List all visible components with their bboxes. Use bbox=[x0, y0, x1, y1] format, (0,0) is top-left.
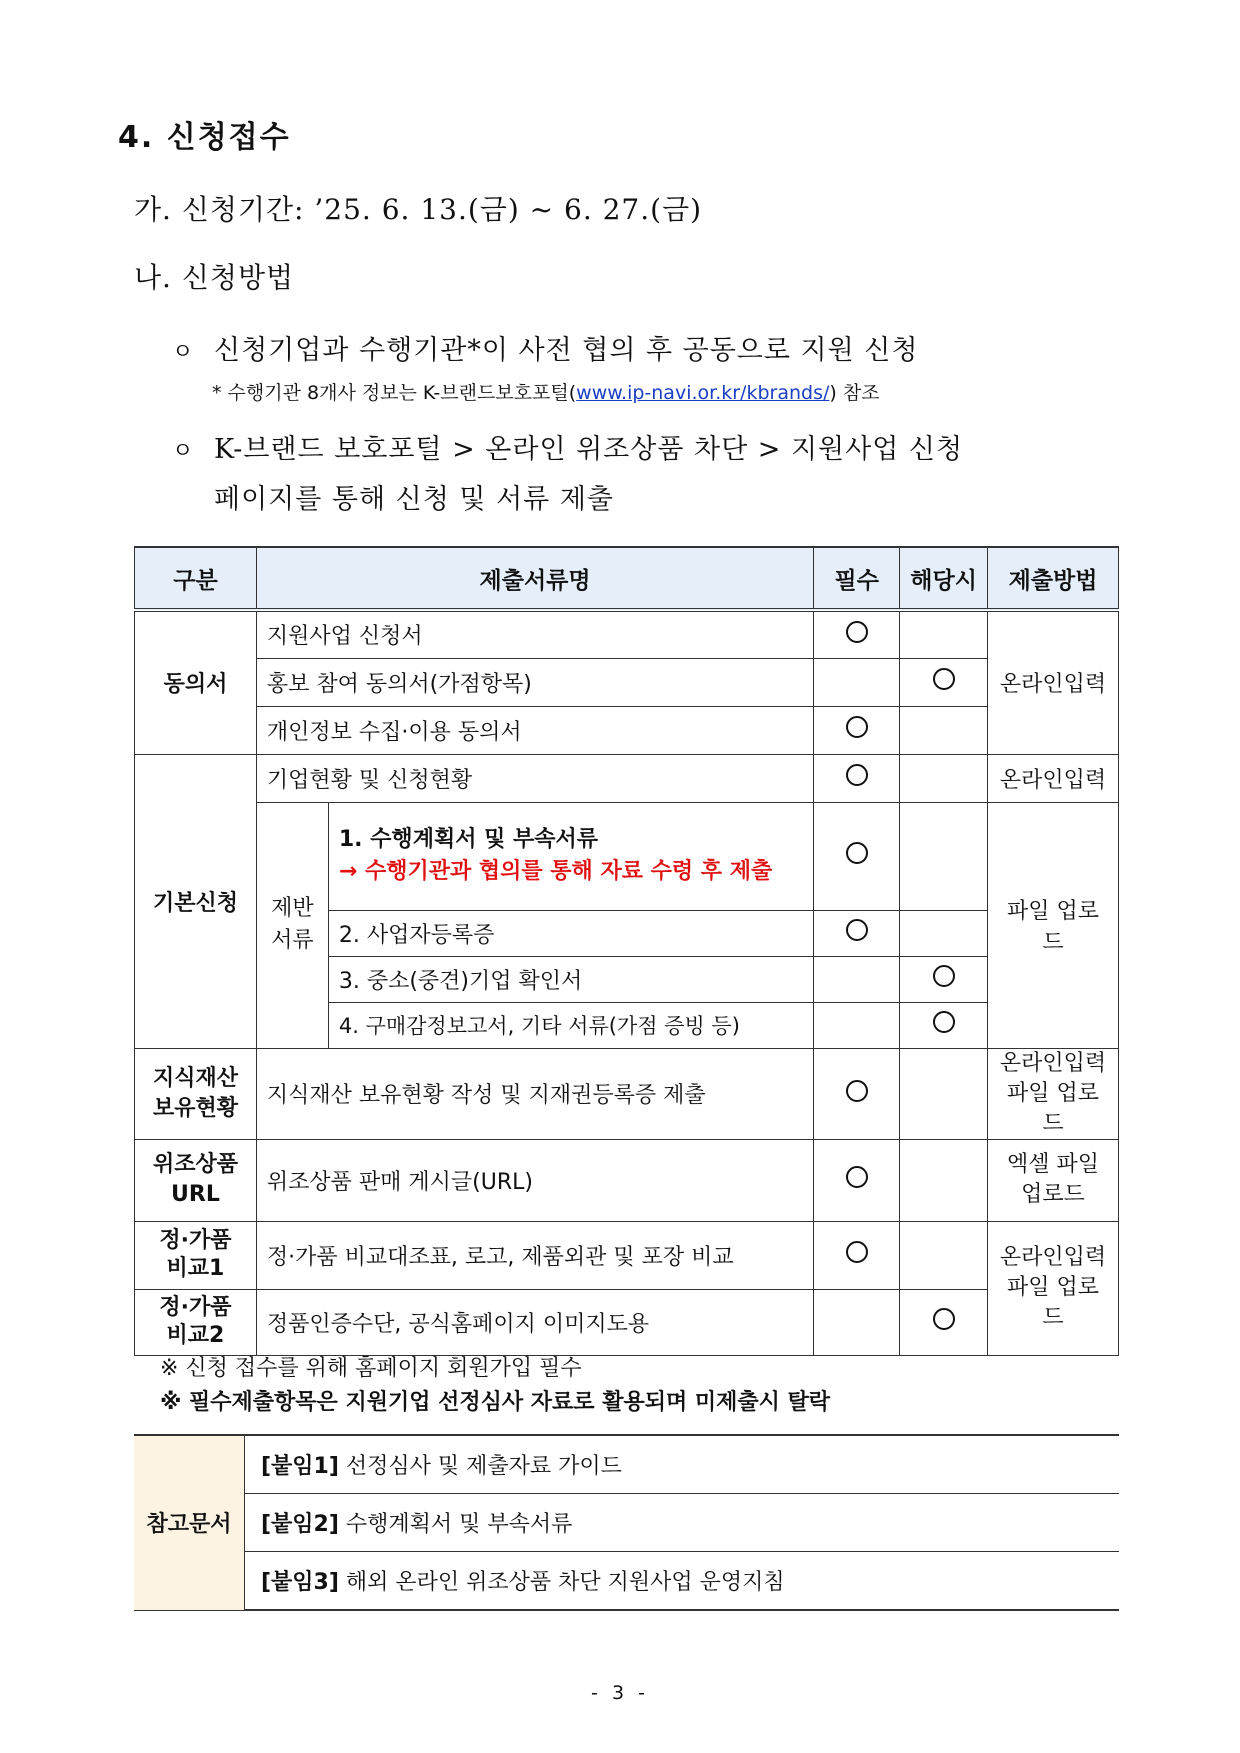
required-mark-icon bbox=[846, 919, 868, 941]
doc-name: 지원사업 신청서 bbox=[256, 610, 813, 658]
note-suffix: ) 참조 bbox=[829, 382, 880, 404]
ref-text: 수행계획서 및 부속서류 bbox=[345, 1512, 573, 1537]
table-row bbox=[135, 1289, 1119, 1355]
header-if-applicable: 해당시 bbox=[900, 547, 988, 610]
category-basic: 기본신청 bbox=[135, 754, 257, 1048]
doc-name: 4. 구매감정보고서, 기타 서류(가점 증빙 등) bbox=[328, 1002, 813, 1048]
bullet-mark: ㅇ bbox=[172, 439, 195, 464]
table-header-row bbox=[135, 547, 1119, 610]
table-row bbox=[135, 754, 1119, 802]
doc-name: 3. 중소(중견)기업 확인서 bbox=[328, 956, 813, 1002]
ref-row bbox=[134, 1435, 1119, 1494]
table-row bbox=[135, 1139, 1119, 1221]
table-row bbox=[135, 658, 1119, 706]
doc-name: 2. 사업자등록증 bbox=[328, 910, 813, 956]
doc-name: 기업현황 및 신청현황 bbox=[256, 754, 813, 802]
ref-tag: [붙임2] bbox=[261, 1512, 339, 1537]
required-mark-icon bbox=[846, 764, 868, 786]
required-mark-icon bbox=[846, 621, 868, 643]
institution-note bbox=[212, 378, 880, 405]
table-row bbox=[135, 802, 1119, 910]
applicable-mark-icon bbox=[933, 668, 955, 690]
doc-plan-instruction: → 수행기관과 협의를 통해 자료 수령 후 제출 bbox=[338, 859, 773, 884]
method-title: 나. 신청방법 bbox=[134, 261, 295, 294]
doc-name: 개인정보 수집·이용 동의서 bbox=[256, 706, 813, 754]
category-fake-url: 위조상품 URL bbox=[135, 1139, 257, 1221]
doc-name: 정·가품 비교대조표, 로고, 제품외관 및 포장 비교 bbox=[256, 1221, 813, 1289]
page-number: - 3 - bbox=[591, 1682, 649, 1704]
reference-docs-table bbox=[134, 1434, 1119, 1611]
table-row bbox=[135, 610, 1119, 658]
applicable-mark-icon bbox=[933, 1308, 955, 1330]
applicable-mark-icon bbox=[933, 965, 955, 987]
doc-name: 홍보 참여 동의서(가점항목) bbox=[256, 658, 813, 706]
required-mark-icon bbox=[846, 842, 868, 864]
note-prefix: * 수행기관 8개사 정보는 K-브랜드보호포털( bbox=[212, 382, 577, 404]
method-online: 온라인입력 bbox=[988, 754, 1119, 802]
category-ip: 지식재산 보유현황 bbox=[135, 1048, 257, 1139]
bullet-joint-application bbox=[172, 328, 918, 367]
portal-link[interactable]: www.ip-navi.or.kr/kbrands/ bbox=[576, 382, 830, 404]
applicable-mark-icon bbox=[933, 1011, 955, 1033]
method-file-upload: 파일 업로드 bbox=[988, 802, 1119, 1048]
method-online-file: 온라인입력 파일 업로드 bbox=[988, 1048, 1119, 1139]
ref-text: 선정심사 및 제출자료 가이드 bbox=[345, 1454, 622, 1479]
required-mark-icon bbox=[846, 1241, 868, 1263]
header-category: 구분 bbox=[135, 547, 257, 610]
documents-table bbox=[134, 546, 1119, 1356]
bullet-line1: K-브랜드 보호포털 > 온라인 위조상품 차단 > 지원사업 신청 bbox=[214, 434, 964, 465]
bullet-portal-path bbox=[172, 426, 1132, 524]
ref-tag: [붙임3] bbox=[261, 1570, 339, 1595]
ref-label: 참고문서 bbox=[134, 1435, 245, 1610]
ref-row bbox=[134, 1552, 1119, 1611]
header-document: 제출서류명 bbox=[256, 547, 813, 610]
method-online-file: 온라인입력 파일 업로드 bbox=[988, 1221, 1119, 1355]
category-consent: 동의서 bbox=[135, 610, 257, 754]
ref-tag: [붙임1] bbox=[261, 1454, 339, 1479]
remarks bbox=[160, 1352, 830, 1420]
header-method: 제출방법 bbox=[988, 547, 1119, 610]
doc-name: 위조상품 판매 게시글(URL) bbox=[256, 1139, 813, 1221]
required-mark-icon bbox=[846, 1080, 868, 1102]
ref-text: 해외 온라인 위조상품 차단 지원사업 운영지침 bbox=[345, 1570, 785, 1595]
category-compare-1: 정·가품 비교1 bbox=[135, 1221, 257, 1289]
remark-required: ※ 필수제출항목은 지원기업 선정심사 자료로 활용되며 미제출시 탈락 bbox=[160, 1390, 831, 1415]
bullet-text: 신청기업과 수행기관*이 사전 협의 후 공동으로 지원 신청 bbox=[214, 335, 919, 366]
category-compare-2: 정·가품 비교2 bbox=[135, 1289, 257, 1355]
application-period: 가. 신청기간: ’25. 6. 13.(금) ~ 6. 27.(금) bbox=[134, 193, 703, 226]
required-mark-icon bbox=[846, 1166, 868, 1188]
table-row bbox=[135, 1048, 1119, 1139]
subcategory-documents: 제반 서류 bbox=[256, 802, 328, 1048]
method-excel-upload: 엑셀 파일 업로드 bbox=[988, 1139, 1119, 1221]
doc-name: 지식재산 보유현황 작성 및 지재권등록증 제출 bbox=[256, 1048, 813, 1139]
bullet-mark: ㅇ bbox=[172, 340, 195, 365]
header-required: 필수 bbox=[814, 547, 900, 610]
ref-row bbox=[134, 1494, 1119, 1552]
doc-plan-title: 1. 수행계획서 및 부속서류 bbox=[338, 827, 599, 852]
section-title: 4. 신청접수 bbox=[118, 120, 291, 155]
method-online: 온라인입력 bbox=[988, 610, 1119, 754]
required-mark-icon bbox=[846, 716, 868, 738]
bullet-line2: 페이지를 통해 신청 및 서류 제출 bbox=[214, 484, 614, 515]
remark-signup: ※ 신청 접수를 위해 홈페이지 회원가입 필수 bbox=[160, 1356, 582, 1381]
table-row bbox=[135, 706, 1119, 754]
table-row bbox=[135, 1221, 1119, 1289]
doc-name: 정품인증수단, 공식홈페이지 이미지도용 bbox=[256, 1289, 813, 1355]
